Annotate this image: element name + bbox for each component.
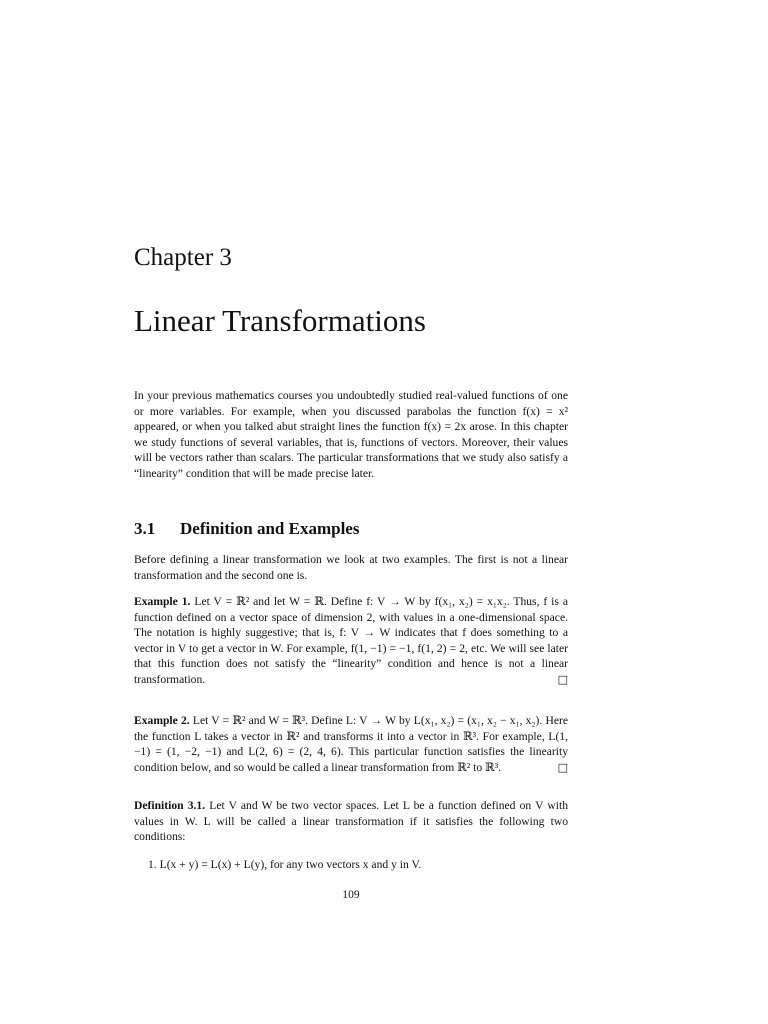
qed-symbol: □ (557, 760, 568, 774)
qed-symbol: □ (557, 672, 568, 686)
page-number: 109 (342, 888, 360, 901)
condition-text: L(x + y) = L(x) + L(y), for any two vectors x and y in V. (159, 858, 422, 871)
example-1-text: Let V = ℝ² and let W = ℝ. Define f: V → W by f(x₁, x₂) = x₁x₂. Thus, f is a function defined on a vector space of dimension 2, with values in a one-dimensional space. The notation is highly suggestive; that is, f: V → W indicates that f does something to a vector in V to get a vector in W. For example, f(1, −1) = −1, f(1, 2) = 2, etc. We will see later that this function does not satisfy the “linearity” condition and hence is not a linear transformation. (134, 595, 568, 686)
example-2 (134, 713, 568, 775)
section-heading (134, 519, 359, 539)
condition-item (148, 857, 568, 873)
intro-paragraph: In your previous mathematics courses you undoubtedly studied real-valued functions of one or more variables. For example, when you discussed parabolas the function f(x) = x² appeared, or when you talked abut straight lines the function f(x) = 2x arose. In this chapter we study functions of several variables, that is, functions of vectors. Moreover, their values will be vectors rather than scalars. The particular transformations that we study also satisfy a “linearity” condition that will be made precise later. (134, 389, 568, 480)
condition-number: 1. (148, 858, 157, 871)
definition-lead: Definition 3.1. (134, 799, 206, 812)
example-1-lead: Example 1. (134, 595, 191, 608)
section-number: 3.1 (134, 519, 156, 538)
example-2-text: Let V = ℝ² and W = ℝ³. Define L: V → W by L(x₁, x₂) = (x₁, x₂ − x₁, x₂). Here the function L takes a vector in ℝ² and transforms it into a vector in ℝ³. For example, L(1, −1) = (1, −2, −1) and L(2, 6) = (2, 4, 6). This particular function satisfies the linearity condition below, and so would be called a linear transformation from ℝ² to ℝ³. (134, 714, 568, 774)
example-1 (134, 594, 568, 688)
section-title: Definition and Examples (180, 519, 360, 538)
definition-3-1 (134, 798, 568, 845)
section-intro-paragraph: Before defining a linear transformation we look at two examples. The first is not a linear transformation and the second one is. (134, 553, 568, 582)
definition-text: Let V and W be two vector spaces. Let L be a function defined on V with values in W. L will be called a linear transformation if it satisfies the following two conditions: (134, 799, 568, 844)
example-2-lead: Example 2. (134, 714, 190, 727)
chapter-label: Chapter 3 (134, 244, 232, 271)
chapter-title: Linear Transformations (134, 303, 426, 338)
